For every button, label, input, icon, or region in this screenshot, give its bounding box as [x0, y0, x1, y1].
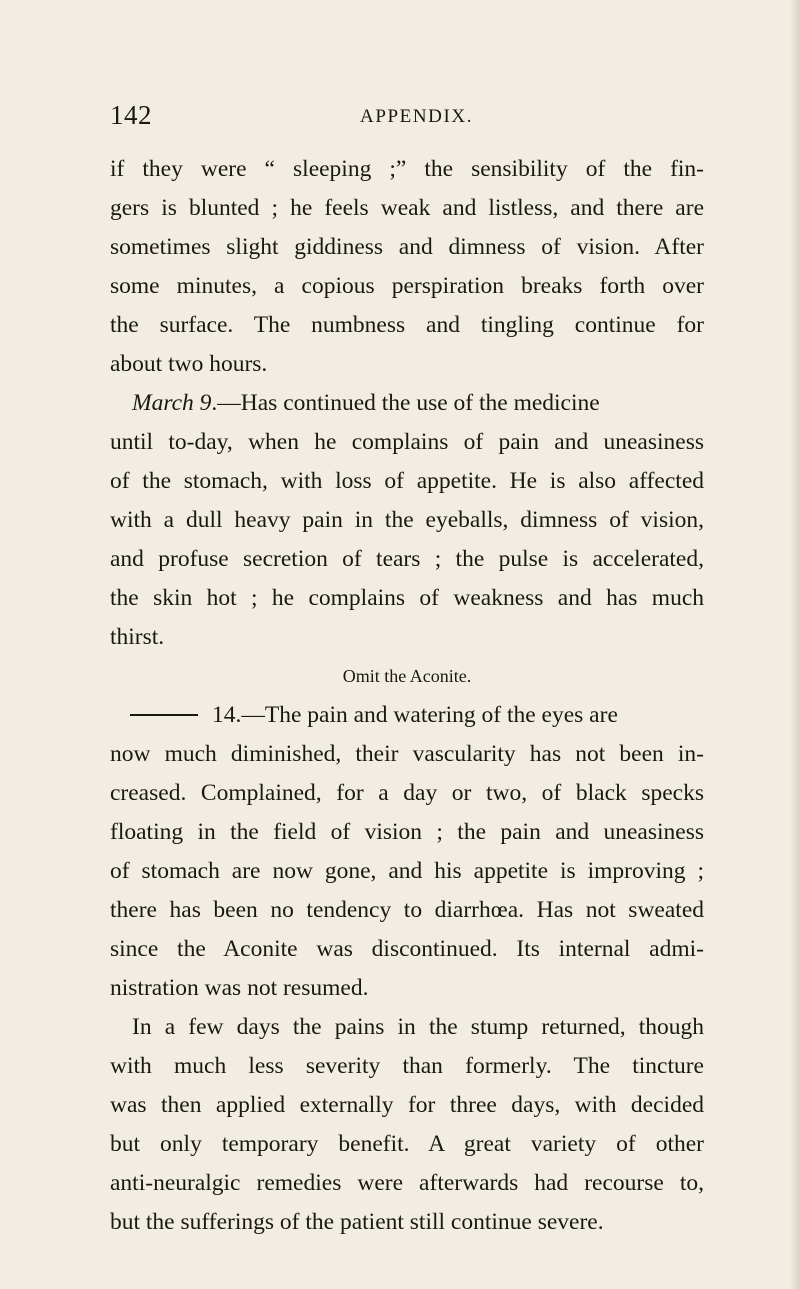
text-line: floating in the field of vision ; the pain and uneasiness	[110, 819, 704, 845]
text-line: the surface. The numbness and tingling continue for	[110, 312, 704, 338]
text-line: the skin hot ; he complains of weakness and has much	[110, 585, 704, 611]
running-head	[110, 100, 710, 134]
page-edge-shadow	[790, 0, 800, 1289]
entry-heading-line	[110, 696, 704, 735]
text-line: of the stomach, with loss of appetite. He is also affected	[110, 468, 704, 494]
text-line: but only temporary benefit. A great variety of other	[110, 1131, 704, 1157]
text-line: was then applied externally for three days, with decided	[110, 1092, 704, 1118]
text-line: In a few days the pains in the stump returned, though	[132, 1014, 704, 1040]
text-line: some minutes, a copious perspiration breaks forth over	[110, 273, 704, 299]
text-line: since the Aconite was discontinued. Its internal admi-	[110, 936, 704, 962]
body-text	[110, 150, 704, 1242]
entry-heading-line	[110, 384, 704, 423]
text-line: now much diminished, their vascularity has not been in-	[110, 741, 704, 767]
entry-text: .—Has continued the use of the medicine	[211, 390, 600, 416]
text-line: and profuse secretion of tears ; the pulse is accelerated,	[110, 546, 704, 572]
text-line: of stomach are now gone, and his appetite is improving ;	[110, 858, 704, 884]
running-title: APPENDIX.	[360, 106, 474, 127]
text-line: sometimes slight giddiness and dimness of vision. After	[110, 234, 704, 260]
text-line: creased. Complained, for a day or two, of black specks	[110, 780, 704, 806]
text-line: anti-neuralgic remedies were afterwards had recourse to,	[110, 1170, 704, 1196]
page-number: 142	[110, 100, 152, 130]
text-line: gers is blunted ; he feels weak and listless, and there are	[110, 195, 704, 221]
text-line: until to-day, when he complains of pain and uneasiness	[110, 429, 704, 455]
entry-date: March 9	[132, 390, 212, 416]
text-line: with a dull heavy pain in the eyeballs, dimness of vision,	[110, 507, 704, 533]
instruction-line: Omit the Aconite.	[342, 666, 472, 686]
text-line: if they were “ sleeping ;” the sensibility of the fin-	[110, 156, 704, 182]
text-line: but the sufferings of the patient still continue severe.	[110, 1209, 604, 1235]
ditto-rule	[130, 714, 198, 716]
text-line: thirst.	[110, 624, 165, 650]
text-line: about two hours.	[110, 351, 268, 377]
text-line: nistration was not resumed.	[110, 975, 369, 1001]
text-line: with much less severity than formerly. The tincture	[110, 1053, 704, 1079]
entry-text: 14.—The pain and watering of the eyes are	[212, 702, 618, 728]
text-line: there has been no tendency to diarrhœa. Has not sweated	[110, 897, 704, 923]
